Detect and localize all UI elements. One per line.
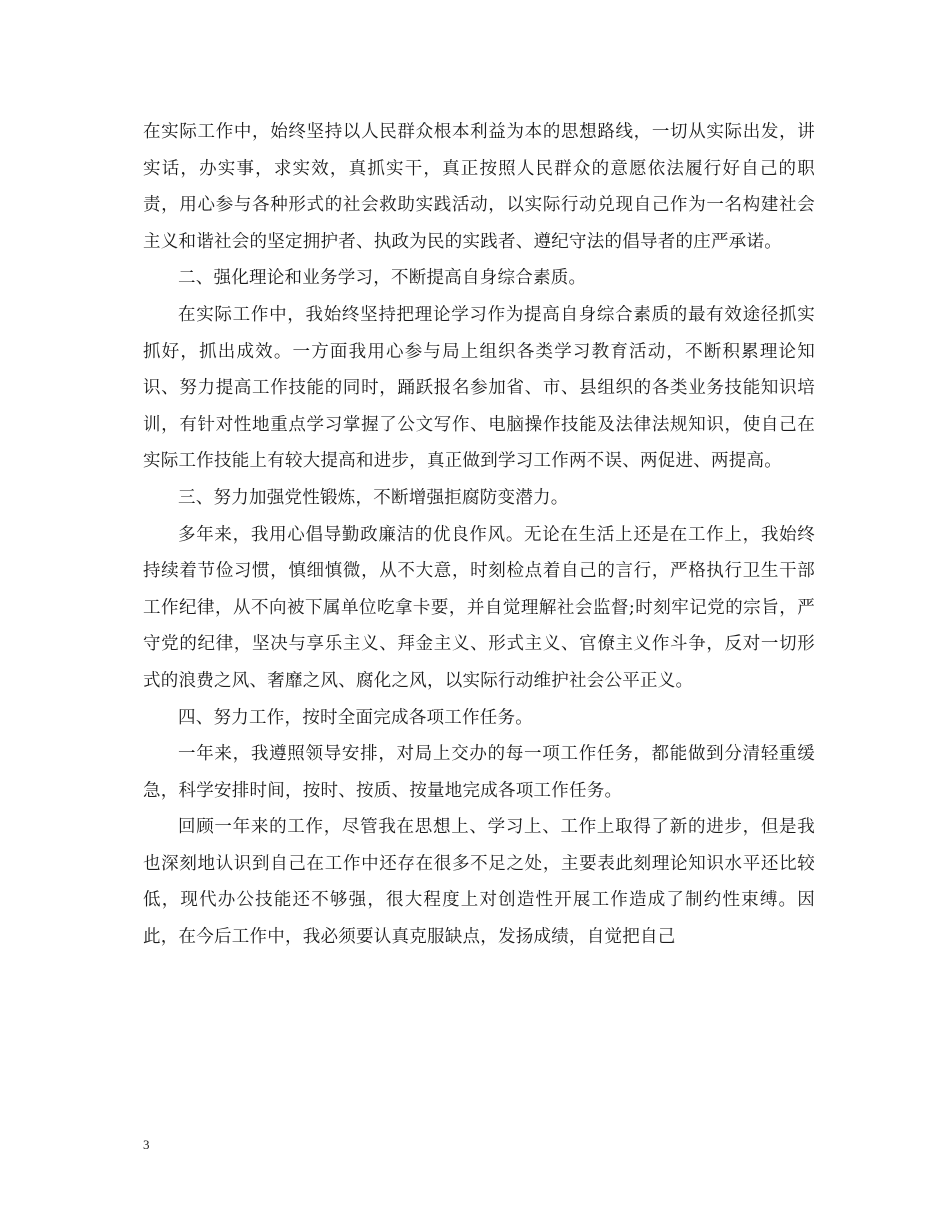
document-body	[143, 114, 815, 956]
paragraph-1: 在实际工作中，始终坚持以人民群众根本利益为本的思想路线，一切从实际出发，讲实话，办实事，求实效，真抓实干，真正按照人民群众的意愿依法履行好自己的职责，用心参与各种形式的社会救助实践活动，以实际行动兑现自己作为一名构建社会主义和谐社会的坚定拥护者、执政为民的实践者、遵纪守法的倡导者的庄严承诺。	[143, 122, 815, 252]
section-heading-3: 三、努力加强党性锻炼，不断增强拒腐防变潜力。	[178, 487, 569, 508]
section-heading-4: 四、努力工作，按时全面完成各项工作任务。	[178, 707, 533, 728]
section-heading-2: 二、强化理论和业务学习，不断提高自身综合素质。	[178, 268, 587, 289]
page-number: 3	[143, 1137, 150, 1152]
paragraph-2: 在实际工作中，我始终坚持把理论学习作为提高自身综合素质的最有效途径抓实抓好，抓出成效。一方面我用心参与局上组织各类学习教育活动，不断积累理论知识、努力提高工作技能的同时，踊跃报名参加省、市、县组织的各类业务技能知识培训，有针对性地重点学习掌握了公文写作、电脑操作技能及法律法规知识，使自己在实际工作技能上有较大提高和进步，真正做到学习工作两不误、两促进、两提高。	[143, 304, 815, 472]
paragraph-4: 一年来，我遵照领导安排，对局上交办的每一项工作任务，都能做到分清轻重缓急，科学安排时间，按时、按质、按量地完成各项工作任务。	[143, 744, 815, 801]
paragraph-3: 多年来，我用心倡导勤政廉洁的优良作风。无论在生活上还是在工作上，我始终持续着节俭习惯，慎细慎微，从不大意，时刻检点着自己的言行，严格执行卫生干部工作纪律，从不向被下属单位吃拿卡要，并自觉理解社会监督;时刻牢记党的宗旨，严守党的纪律，坚决与享乐主义、拜金主义、形式主义、官僚主义作斗争，反对一切形式的浪费之风、奢靡之风、腐化之风，以实际行动维护社会公平正义。	[143, 524, 815, 691]
paragraph-5: 回顾一年来的工作，尽管我在思想上、学习上、工作上取得了新的进步，但是我也深刻地认识到自己在工作中还存在很多不足之处，主要表此刻理论知识水平还比较低，现代办公技能还不够强，很大程度上对创造性开展工作造成了制约性束缚。因此，在今后工作中，我必须要认真克服缺点，发扬成绩，自觉把自己	[143, 817, 815, 948]
